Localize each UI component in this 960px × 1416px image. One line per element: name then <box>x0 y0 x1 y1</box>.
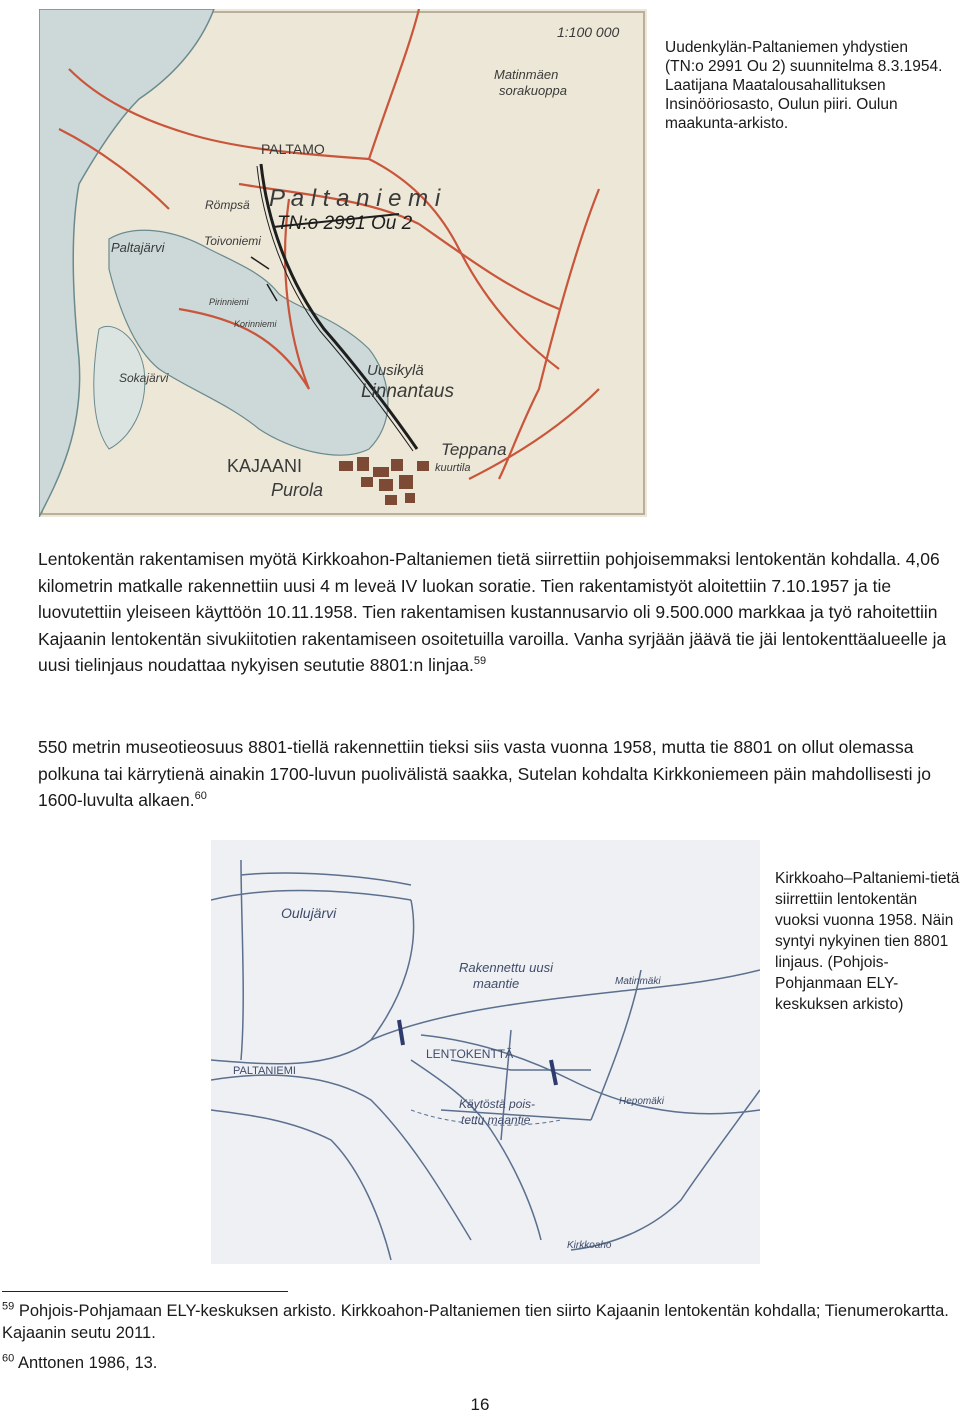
footnote-59-number: 59 <box>2 1300 15 1313</box>
map1-label-teppana: Teppana <box>441 440 507 459</box>
footnote-60-text: Anttonen 1986, 13. <box>17 1354 158 1372</box>
map1-label-kajaani: KAJAANI <box>227 456 303 476</box>
map1-label-uusikyla: Uusikylä <box>367 362 424 379</box>
map2-label-tettu: tettu maantie <box>461 1113 531 1127</box>
map1-label-paltajarvi: Paltajärvi <box>111 240 165 255</box>
map1-label-road-no: TN:o 2991 Ou 2 <box>277 213 413 234</box>
map1-caption: Uudenkylän-Paltaniemen yhdystien (TN:o 2991 Ou 2) suunnitelma 8.3.1954. Laatijana Maatalousahallituksen Insinööriosasto, Oulun piiri. Oulun maakunta-arkisto. <box>665 39 943 132</box>
paragraph-1 <box>38 546 960 679</box>
relocated-road-map-1958 <box>211 840 760 1264</box>
road-plan-map-1954 <box>39 9 647 517</box>
map2-label-hepomaki: Hepomäki <box>619 1096 665 1107</box>
map1-label-rompsa: Römpsä <box>205 198 250 212</box>
map1-label-purola: Purola <box>271 480 324 500</box>
map2-label-kirkkoaho: Kirkkoaho <box>567 1240 612 1251</box>
map2-label-maantie: maantie <box>473 976 520 991</box>
map1-label-matinmaen: Matinmäen <box>494 67 559 82</box>
footnote-ref-59[interactable]: 59 <box>473 655 487 668</box>
page-number: 16 <box>470 1395 490 1414</box>
footnote-60-number: 60 <box>2 1352 15 1365</box>
footnote-separator <box>2 1291 288 1292</box>
map1-label-paltamo: PALTAMO <box>261 141 325 157</box>
footnote-60 <box>2 1352 952 1374</box>
map1-label-sorakuoppa: sorakuoppa <box>499 83 567 98</box>
map1-label-linnantaus: Linnantaus <box>361 381 454 402</box>
map2-caption: Kirkkoaho–Paltaniemi-tietä siirrettiin lentokentän vuoksi vuonna 1958. Näin syntyi nykyinen tien 8801 linjaus. (Pohjois-Pohjanmaan ELY-keskuksen arkisto) <box>775 870 960 1013</box>
map2-label-rakennettu: Rakennettu uusi <box>459 960 553 975</box>
map2-label-paltaniemi: PALTANIEMI <box>233 1065 296 1077</box>
footnote-59 <box>2 1300 952 1344</box>
map1-label-paltaniemi: P a l t a n i e m i <box>269 185 441 212</box>
map1-scale: 1:100 000 <box>557 24 620 40</box>
map2-label-matinmaki: Matinmäki <box>615 976 661 987</box>
footnote-ref-60[interactable]: 60 <box>194 790 207 803</box>
map1-label-sokajarvi: Sokajärvi <box>119 371 169 385</box>
map2-label-kaytosta: Käytöstä pois- <box>459 1097 536 1111</box>
map2-label-lentokentta: LENTOKENTTÄ <box>426 1047 514 1061</box>
paragraph-1-text: Lentokentän rakentamisen myötä Kirkkoahon-Paltaniemen tietä siirrettiin pohjoisemmaksi lentokentän kohdalla. 4,06 kilometrin matkalle rakennettiin uusi 4 m leveä IV luokan soratie. Tien rakentamistyöt aloitettiin 7.10.1957 ja tie luovutettiin yleiseen käyttöön 10.11.1958. Tien rakentamisen kustannusarvio oli 9.500.000 markkaa ja työ rahoitettiin Kajaanin lentokentän sivukiitotien rakentamiseen osoitetuilla varoilla. Vanha syrjään jäävä tie jäi lentokenttäalueelle ja uusi tielinjaus noudattaa nykyisen seututie 8801:n linjaa. <box>38 549 947 675</box>
paragraph-2-text: 550 metrin museotieosuus 8801-tiellä rakennettiin tieksi siis vasta vuonna 1958, mutta tie 8801 on ollut olemassa polkuna tai kärrytienä ainakin 1700-luvun puolivälistä saakka, Sutelan kohdalta Kirkkoniemeen päin mahdollisesti jo 1600-luvulta alkaen. <box>38 737 932 810</box>
map2-label-oulujarvi: Oulujärvi <box>281 905 337 921</box>
map1-label-pirinniemi: Pirinniemi <box>209 297 249 307</box>
footnote-59-text: Pohjois-Pohjamaan ELY-keskuksen arkisto. Kirkkoahon-Paltaniemen tien siirto Kajaanin lentokentän kohdalla; Tienumerokartta. Kajaanin seutu 2011. <box>2 1302 949 1342</box>
map1-label-kuurtila: kuurtila <box>435 462 471 474</box>
map1-label-korinniemi: Korinniemi <box>234 319 277 329</box>
map1-label-toivoniemi: Toivoniemi <box>204 234 261 248</box>
paragraph-2 <box>38 734 960 814</box>
